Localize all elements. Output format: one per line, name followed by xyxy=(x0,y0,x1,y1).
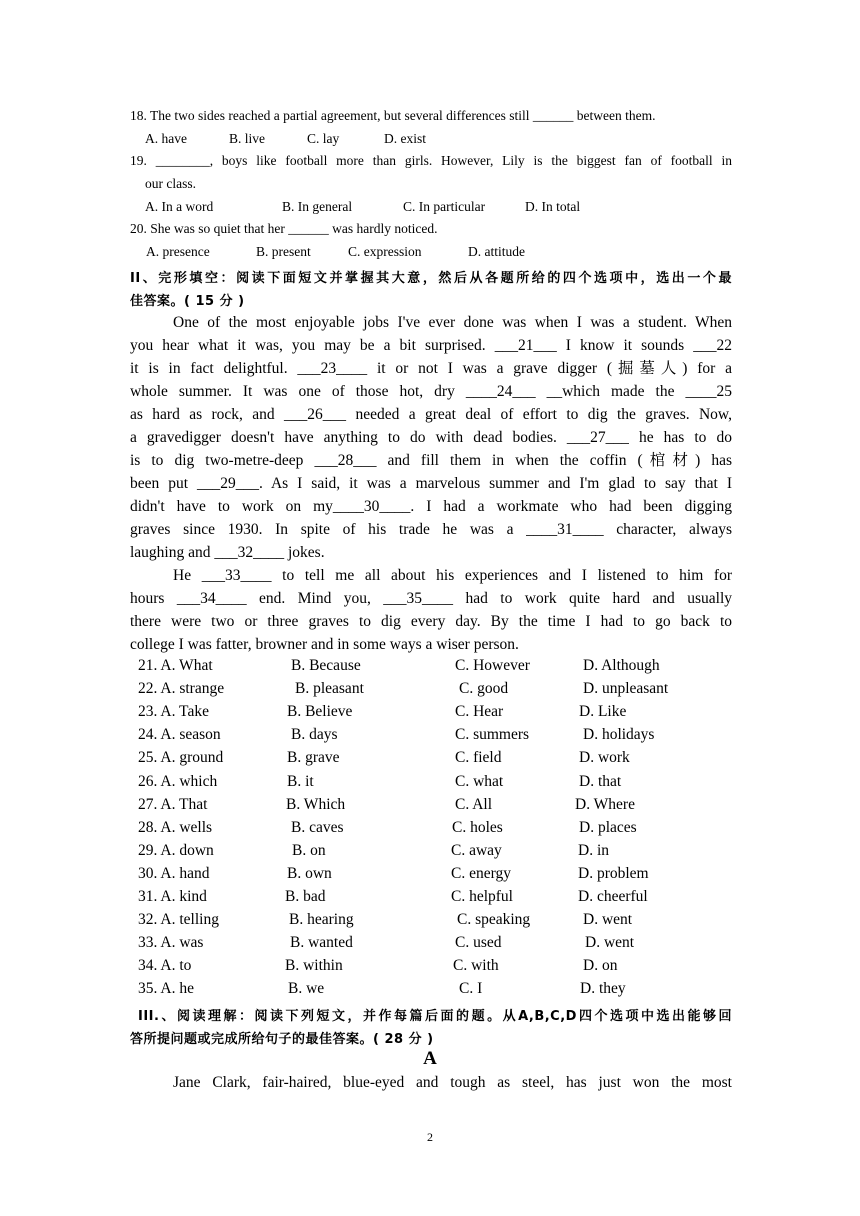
cloze-option-a: 26. A. which xyxy=(138,772,218,790)
cloze-option-b: B. pleasant xyxy=(295,680,364,698)
question-19-stem-cont: our class. xyxy=(145,176,196,191)
option-c: C. lay xyxy=(307,131,340,146)
cloze-option-row xyxy=(0,726,860,746)
cloze-option-d: D. on xyxy=(583,957,618,975)
cloze-option-d: D. went xyxy=(585,934,635,952)
cloze-option-a: 29. A. down xyxy=(138,841,214,859)
cloze-option-c: C. used xyxy=(455,934,502,952)
cloze-option-a: 28. A. wells xyxy=(138,818,213,836)
cloze-option-b: B. within xyxy=(285,957,343,975)
paragraph-line: hours ___34____ end. Mind you, ___35____ had to work quite hard and usually xyxy=(130,590,732,607)
cloze-option-b: B. bad xyxy=(285,888,326,905)
paragraph-line: you hear what it was, you may be a bit surprised. ___21___ I know it sounds ___22 xyxy=(130,337,732,354)
cloze-option-d: D. Where xyxy=(575,795,635,813)
cloze-option-row xyxy=(0,842,860,862)
option-d: D. exist xyxy=(384,131,426,146)
cloze-option-d: D. went xyxy=(583,911,633,929)
cloze-option-a: 22. A. strange xyxy=(138,680,225,698)
cloze-option-row xyxy=(0,819,860,839)
cloze-option-d: D. Like xyxy=(579,703,627,721)
cloze-option-row xyxy=(0,957,860,977)
cloze-options xyxy=(0,657,860,1005)
cloze-option-c: C. summers xyxy=(455,726,530,744)
cloze-option-a: 24. A. season xyxy=(138,726,221,744)
cloze-option-c: C. However xyxy=(455,657,530,674)
cloze-option-d: D. in xyxy=(578,841,609,859)
cloze-option-d: D. that xyxy=(579,772,622,790)
cloze-option-c: C. away xyxy=(451,841,502,859)
cloze-option-d: D. unpleasant xyxy=(583,680,669,698)
cloze-option-row xyxy=(0,680,860,700)
option-a: A. presence xyxy=(146,244,210,259)
cloze-option-row xyxy=(0,911,860,931)
option-b: B. In general xyxy=(282,199,353,214)
option-d: D. attitude xyxy=(468,244,525,259)
cloze-option-d: D. they xyxy=(580,980,626,998)
paragraph-line: He ___33____ to tell me all about his experiences and I listened to him for xyxy=(173,567,732,584)
paragraph-line: it is in fact delightful. ___23____ it or not I was a grave digger (掘墓人) for a xyxy=(130,360,732,377)
cloze-option-c: C. Hear xyxy=(455,703,504,721)
cloze-paragraph-2 xyxy=(130,564,732,656)
cloze-option-b: B. we xyxy=(288,980,325,998)
cloze-option-a: 27. A. That xyxy=(138,795,208,813)
option-c: C. In particular xyxy=(403,199,486,214)
cloze-option-a: 35. A. he xyxy=(138,980,194,998)
cloze-option-a: 31. A. kind xyxy=(138,888,207,905)
cloze-option-row xyxy=(0,703,860,723)
cloze-option-row xyxy=(0,888,860,908)
cloze-option-c: C. with xyxy=(453,957,499,975)
paragraph-line: One of the most enjoyable jobs I've ever done was when I was a student. When xyxy=(173,314,732,331)
cloze-option-b: B. Because xyxy=(291,657,361,674)
cloze-option-a: 33. A. was xyxy=(138,934,204,952)
cloze-option-b: B. own xyxy=(287,864,332,882)
cloze-option-c: C. good xyxy=(459,680,509,698)
cloze-option-row xyxy=(0,749,860,769)
paragraph-line: graves since 1930. In spite of his trade he was a ____31____ character, always xyxy=(130,521,732,538)
passage-a-title: A xyxy=(423,1048,437,1069)
option-a: A. have xyxy=(145,131,187,146)
cloze-option-a: 34. A. to xyxy=(138,957,192,975)
cloze-option-c: C. helpful xyxy=(451,888,513,905)
cloze-option-c: C. what xyxy=(455,772,504,790)
question-19-options xyxy=(0,199,860,217)
cloze-option-c: C. energy xyxy=(451,864,511,882)
cloze-option-d: D. Although xyxy=(583,657,660,674)
cloze-option-b: B. wanted xyxy=(290,934,353,952)
paragraph-line: laughing and ___32____ jokes. xyxy=(130,544,325,561)
cloze-option-row xyxy=(0,934,860,954)
cloze-option-b: B. on xyxy=(292,841,326,859)
cloze-option-c: C. speaking xyxy=(457,911,531,929)
cloze-option-a: 21. A. What xyxy=(138,657,213,674)
cloze-option-row xyxy=(0,865,860,885)
paragraph-line: college I was fatter, browner and in some ways a wiser person. xyxy=(130,636,519,653)
cloze-option-row xyxy=(0,657,860,677)
paragraph-line: is to dig two-metre-deep ___28___ and fill them in when the coffin (棺材) has xyxy=(130,452,732,469)
paragraph-line: as hard as rock, and ___26___ needed a great deal of effort to dig the graves. Now, xyxy=(130,406,732,423)
cloze-option-a: 32. A. telling xyxy=(138,911,219,929)
option-a: A. In a word xyxy=(145,199,214,214)
cloze-option-b: B. it xyxy=(287,772,314,790)
cloze-option-a: 25. A. ground xyxy=(138,749,224,767)
option-d: D. In total xyxy=(525,199,581,214)
section-3-heading: III.、阅读理解：阅读下列短文，并作每篇后面的题。从A,B,C,D四个选项中选出能够回 xyxy=(138,1009,732,1024)
section-2-heading-cont: 佳答案。( 15 分 ) xyxy=(130,294,245,309)
paragraph-line: a gravedigger doesn't have anything to do with dead bodies. ___27___ he has to do xyxy=(130,429,732,446)
cloze-option-a: 23. A. Take xyxy=(138,703,209,721)
question-20-options xyxy=(0,244,860,262)
cloze-option-d: D. holidays xyxy=(583,726,655,744)
section-3-heading-cont: 答所提问题或完成所给句子的最佳答案。( 28 分 ) xyxy=(130,1032,434,1047)
cloze-option-b: B. grave xyxy=(287,749,340,767)
paragraph-line: didn't have to work on my____30____. I had a workmate who had been digging xyxy=(130,498,732,515)
cloze-option-c: C. holes xyxy=(452,818,503,836)
option-b: B. present xyxy=(256,244,311,259)
paragraph-line: there were two or three graves to dig every day. By the time I had to go back to xyxy=(130,613,732,630)
page-number: 2 xyxy=(427,1130,433,1144)
option-c: C. expression xyxy=(348,244,422,259)
passage-a-first-line: Jane Clark, fair-haired, blue-eyed and tough as steel, has just won the most xyxy=(173,1074,732,1091)
cloze-option-b: B. Which xyxy=(286,795,346,813)
paragraph-line: whole summer. It was one of those hot, dry ____24___ __which made the ____25 xyxy=(130,383,732,400)
cloze-paragraph-1 xyxy=(130,311,732,564)
cloze-option-c: C. All xyxy=(455,795,493,813)
option-b: B. live xyxy=(229,131,265,146)
question-18-options xyxy=(0,131,860,149)
cloze-option-row xyxy=(0,796,860,816)
cloze-option-row xyxy=(0,773,860,793)
question-20-stem: 20. She was so quiet that her ______ was hardly noticed. xyxy=(130,221,438,236)
cloze-option-d: D. places xyxy=(579,818,637,836)
cloze-option-b: B. days xyxy=(291,726,338,744)
cloze-option-c: C. field xyxy=(455,749,502,767)
cloze-option-d: D. work xyxy=(579,749,630,767)
cloze-option-b: B. caves xyxy=(291,818,344,836)
cloze-option-row xyxy=(0,980,860,1000)
section-2-heading: II、完形填空：阅读下面短文并掌握其大意，然后从各题所给的四个选项中，选出一个最 xyxy=(130,271,732,286)
cloze-option-b: B. hearing xyxy=(289,911,354,929)
cloze-option-b: B. Believe xyxy=(287,703,353,721)
cloze-option-d: D. cheerful xyxy=(578,888,648,905)
cloze-option-a: 30. A. hand xyxy=(138,864,210,882)
cloze-option-d: D. problem xyxy=(578,864,649,882)
question-18-stem: 18. The two sides reached a partial agreement, but several differences still ______ between them. xyxy=(130,108,656,123)
cloze-option-c: C. I xyxy=(459,980,483,998)
question-19-stem: 19. ________, boys like football more than girls. However, Lily is the biggest fan of football in xyxy=(130,153,732,168)
paragraph-line: been put ___29___. As I said, it was a marvelous summer and I'm glad to say that I xyxy=(130,475,732,492)
